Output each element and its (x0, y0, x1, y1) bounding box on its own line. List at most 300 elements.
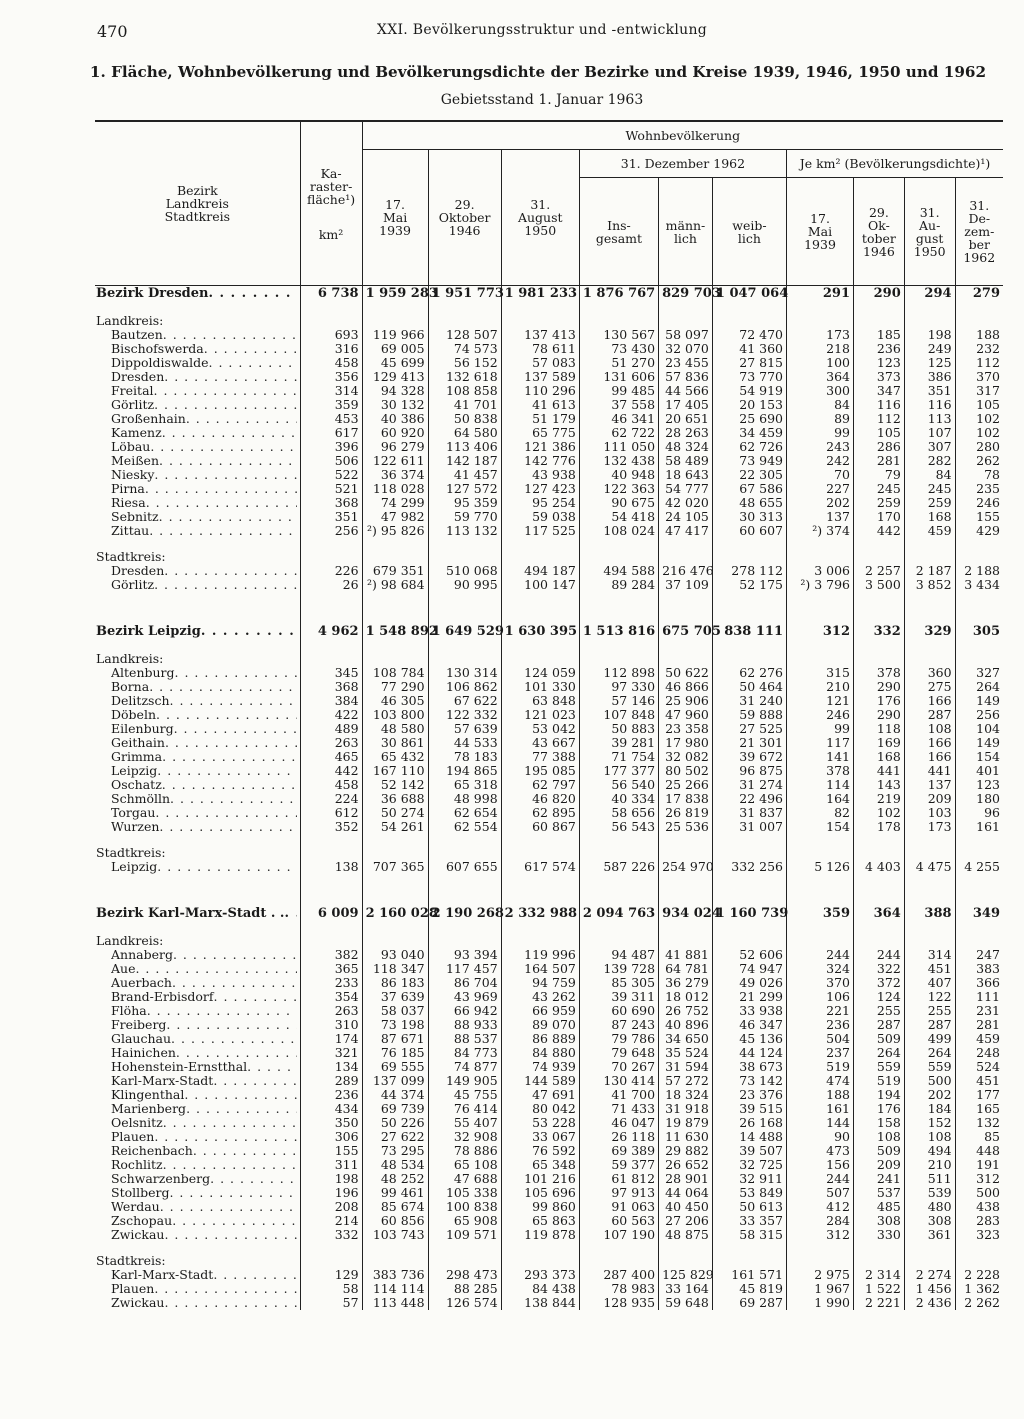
value-cell (501, 846, 579, 860)
value-cell: 519 (787, 1060, 854, 1074)
leader-dots (154, 384, 297, 398)
value-cell (955, 538, 1003, 550)
row-name-cell (95, 860, 300, 874)
value-cell: 26 652 (659, 1158, 713, 1172)
value-cell (300, 314, 362, 328)
value-cell: 332 256 (712, 860, 786, 874)
value-cell: 451 (904, 962, 955, 976)
table-row (95, 694, 1003, 708)
value-cell: 73 770 (712, 370, 786, 384)
table-row (95, 722, 1003, 736)
row-label: Bezirk Leipzig (96, 625, 201, 639)
value-cell: 370 (955, 370, 1003, 384)
value-cell: 44 064 (659, 1186, 713, 1200)
value-cell: 185 (854, 328, 905, 342)
value-cell: 210 (904, 1158, 955, 1172)
table-row (95, 564, 1003, 578)
row-label: Sebnitz (111, 510, 159, 524)
value-cell: 90 675 (579, 496, 658, 510)
value-cell: 29 882 (659, 1144, 713, 1158)
row-name-cell (95, 1130, 300, 1144)
value-cell: 44 124 (712, 1046, 786, 1060)
value-cell (712, 592, 786, 624)
value-cell: 442 (854, 524, 905, 538)
table-row (95, 328, 1003, 342)
row-name-cell (95, 454, 300, 468)
value-cell: 69 005 (362, 342, 428, 356)
row-name (111, 1018, 297, 1032)
bezirk-row (95, 906, 1003, 922)
value-cell: 278 112 (712, 564, 786, 578)
value-cell: 126 574 (428, 1296, 501, 1310)
value-cell: 289 (300, 1074, 362, 1088)
value-cell (501, 314, 579, 328)
leader-dots (154, 1130, 296, 1144)
value-cell (712, 302, 786, 314)
value-cell: 123 (955, 778, 1003, 792)
table-row (95, 750, 1003, 764)
value-cell: 58 097 (659, 328, 713, 342)
bezirk-row (95, 286, 1003, 303)
value-cell: 511 (904, 1172, 955, 1186)
value-cell: 214 (300, 1214, 362, 1228)
value-cell (428, 314, 501, 328)
value-cell: 280 (955, 440, 1003, 454)
value-cell: 106 862 (428, 680, 501, 694)
value-cell: 218 (787, 342, 854, 356)
value-cell: 23 358 (659, 722, 713, 736)
value-cell: 108 (904, 722, 955, 736)
value-cell: 144 589 (501, 1074, 579, 1088)
value-cell: 17 838 (659, 792, 713, 806)
value-cell (904, 640, 955, 652)
value-cell: 137 (904, 778, 955, 792)
header-insgesamt: Ins- gesamt (579, 178, 658, 286)
row-name (111, 496, 297, 510)
leader-dots (214, 990, 297, 1004)
leader-dots (172, 1214, 296, 1228)
value-cell: 105 338 (428, 1186, 501, 1200)
row-name-cell (95, 286, 300, 303)
value-cell: 224 (300, 792, 362, 806)
value-cell: 31 594 (659, 1060, 713, 1074)
value-cell: 142 187 (428, 454, 501, 468)
value-cell: 46 341 (579, 412, 658, 426)
value-cell: 275 (904, 680, 955, 694)
value-cell: 378 (854, 666, 905, 680)
table-row (95, 1074, 1003, 1088)
table-row (95, 1200, 1003, 1214)
value-cell: 283 (955, 1214, 1003, 1228)
value-cell: 94 759 (501, 976, 579, 990)
value-cell: 70 (787, 468, 854, 482)
value-cell: 372 (854, 976, 905, 990)
row-name (96, 907, 297, 921)
table-row (95, 370, 1003, 384)
table-row (95, 440, 1003, 454)
value-cell: 100 (787, 356, 854, 370)
value-cell (300, 1242, 362, 1254)
value-cell (787, 1254, 854, 1268)
value-cell (362, 314, 428, 328)
leader-dots (155, 806, 296, 820)
leader-dots (162, 750, 297, 764)
header-density: Je km² (Bevölkerungsdichte)¹) (787, 150, 1004, 178)
row-label: Bezirk Dresden (96, 287, 209, 301)
value-cell: 107 (904, 426, 955, 440)
value-cell (362, 652, 428, 666)
value-cell: 25 266 (659, 778, 713, 792)
value-cell (854, 922, 905, 934)
value-cell: 48 655 (712, 496, 786, 510)
row-name-cell (95, 778, 300, 792)
value-cell: 123 (854, 356, 905, 370)
value-cell: 4 403 (854, 860, 905, 874)
value-cell: 27 206 (659, 1214, 713, 1228)
row-name-cell (95, 1282, 300, 1296)
value-cell: 62 797 (501, 778, 579, 792)
value-cell: 41 881 (659, 948, 713, 962)
value-cell: 85 (955, 1130, 1003, 1144)
value-cell: 246 (787, 708, 854, 722)
value-cell (955, 1254, 1003, 1268)
value-cell: 76 185 (362, 1046, 428, 1060)
value-cell: 365 (300, 962, 362, 976)
value-cell: 88 933 (428, 1018, 501, 1032)
value-cell (428, 934, 501, 948)
value-cell: 59 770 (428, 510, 501, 524)
value-cell: 300 (787, 384, 854, 398)
value-cell: 74 939 (501, 1060, 579, 1074)
leader-dots (166, 1018, 296, 1032)
row-label: Leipzig (111, 764, 158, 778)
value-cell: 298 473 (428, 1268, 501, 1282)
value-cell (787, 302, 854, 314)
value-cell: 62 554 (428, 820, 501, 834)
value-cell: 132 438 (579, 454, 658, 468)
value-cell (904, 834, 955, 846)
value-cell (712, 652, 786, 666)
value-cell: 256 (300, 524, 362, 538)
row-name-cell (95, 314, 300, 328)
value-cell (955, 550, 1003, 564)
value-cell (787, 1242, 854, 1254)
value-cell: 138 (300, 860, 362, 874)
value-cell: 56 543 (579, 820, 658, 834)
row-name (111, 1060, 297, 1074)
value-cell: 112 (955, 356, 1003, 370)
value-cell: 57 083 (501, 356, 579, 370)
value-cell: 50 622 (659, 666, 713, 680)
value-cell (904, 846, 955, 860)
row-name (111, 1046, 297, 1060)
leader-dots (164, 1228, 296, 1242)
header-1950: 31. August 1950 (501, 150, 579, 286)
value-cell: 73 295 (362, 1144, 428, 1158)
row-name-cell (95, 370, 300, 384)
value-cell: 235 (955, 482, 1003, 496)
value-cell: 50 274 (362, 806, 428, 820)
value-cell (854, 592, 905, 624)
value-cell: 65 863 (501, 1214, 579, 1228)
row-name (111, 482, 297, 496)
row-name-cell (95, 1268, 300, 1282)
value-cell: 321 (300, 1046, 362, 1060)
value-cell: 103 800 (362, 708, 428, 722)
row-name (111, 764, 297, 778)
value-cell: 263 (300, 1004, 362, 1018)
value-cell: 521 (300, 482, 362, 496)
value-cell: 70 267 (579, 1060, 658, 1074)
value-cell: 510 068 (428, 564, 501, 578)
value-cell: 429 (955, 524, 1003, 538)
value-cell: 612 (300, 806, 362, 820)
value-cell (362, 538, 428, 550)
value-cell: 46 347 (712, 1018, 786, 1032)
row-name (111, 1186, 297, 1200)
value-cell: 62 722 (579, 426, 658, 440)
value-cell: 97 913 (579, 1186, 658, 1200)
value-cell: 18 324 (659, 1088, 713, 1102)
row-name (111, 1144, 297, 1158)
value-cell: 65 108 (428, 1158, 501, 1172)
value-cell: 838 111 (712, 624, 786, 640)
row-name (96, 550, 297, 564)
row-label: Aue (111, 962, 136, 976)
value-cell: 47 688 (428, 1172, 501, 1186)
value-cell: 36 279 (659, 976, 713, 990)
value-cell: 47 417 (659, 524, 713, 538)
value-cell: 78 611 (501, 342, 579, 356)
table-row (95, 1088, 1003, 1102)
value-cell (955, 314, 1003, 328)
value-cell (712, 1242, 786, 1254)
value-cell (712, 922, 786, 934)
value-cell: 121 023 (501, 708, 579, 722)
header-name: Bezirk Landkreis Stadtkreis (95, 121, 300, 286)
value-cell (300, 652, 362, 666)
value-cell: 71 754 (579, 750, 658, 764)
value-cell: 294 (904, 286, 955, 303)
value-cell: 76 592 (501, 1144, 579, 1158)
value-cell: 559 (854, 1060, 905, 1074)
row-name (111, 412, 297, 426)
row-name-cell (95, 1254, 300, 1268)
value-cell: 39 507 (712, 1144, 786, 1158)
table-row (95, 1158, 1003, 1172)
value-cell: 117 457 (428, 962, 501, 976)
value-cell: 33 938 (712, 1004, 786, 1018)
value-cell: 102 (955, 426, 1003, 440)
kreis-group-label-row (95, 652, 1003, 666)
value-cell: 3 852 (904, 578, 955, 592)
row-name (111, 468, 297, 482)
value-cell (904, 1254, 955, 1268)
value-cell: 116 (854, 398, 905, 412)
value-cell: 80 502 (659, 764, 713, 778)
row-name-cell (95, 440, 300, 454)
value-cell (579, 1242, 658, 1254)
value-cell: 48 534 (362, 1158, 428, 1172)
value-cell: 354 (300, 990, 362, 1004)
value-cell (854, 302, 905, 314)
value-cell: 48 998 (428, 792, 501, 806)
value-cell: 117 (787, 736, 854, 750)
value-cell: 2 975 (787, 1268, 854, 1282)
value-cell: 1 967 (787, 1282, 854, 1296)
row-name-cell (95, 1214, 300, 1228)
value-cell: 65 432 (362, 750, 428, 764)
value-cell (854, 1254, 905, 1268)
value-cell: 43 667 (501, 736, 579, 750)
value-cell: 59 648 (659, 1296, 713, 1310)
row-label: Zittau (111, 524, 150, 538)
row-label: Oschatz (111, 778, 162, 792)
value-cell: 125 (904, 356, 955, 370)
value-cell: 315 (787, 666, 854, 680)
value-cell: 30 313 (712, 510, 786, 524)
value-cell: 84 438 (501, 1282, 579, 1296)
value-cell (659, 874, 713, 906)
row-name (111, 510, 297, 524)
value-cell (362, 922, 428, 934)
value-cell: 41 701 (428, 398, 501, 412)
page-number: 470 (97, 22, 128, 41)
row-name-cell (95, 1004, 300, 1018)
value-cell: 198 (300, 1172, 362, 1186)
value-cell (300, 640, 362, 652)
row-name-cell (95, 948, 300, 962)
value-cell: 330 (854, 1228, 905, 1242)
row-name (111, 792, 297, 806)
table-row (95, 412, 1003, 426)
table-row (95, 976, 1003, 990)
value-cell: 33 067 (501, 1130, 579, 1144)
value-cell: 54 261 (362, 820, 428, 834)
value-cell: 310 (300, 1018, 362, 1032)
value-cell: 370 (787, 976, 854, 990)
value-cell (501, 538, 579, 550)
value-cell: 366 (955, 976, 1003, 990)
value-cell: 108 (904, 1130, 955, 1144)
table-row (95, 578, 1003, 592)
row-name (96, 625, 297, 639)
value-cell: 323 (955, 1228, 1003, 1242)
row-name-cell (95, 764, 300, 778)
table-row (95, 1032, 1003, 1046)
value-cell: 248 (955, 1046, 1003, 1060)
row-name-cell (95, 1102, 300, 1116)
value-cell (579, 314, 658, 328)
value-cell: 245 (854, 482, 905, 496)
row-label: Grimma (111, 750, 163, 764)
value-cell: 194 865 (428, 764, 501, 778)
value-cell (428, 834, 501, 846)
value-cell: 60 690 (579, 1004, 658, 1018)
kreis-group-label-row (95, 846, 1003, 860)
table-row (95, 860, 1003, 874)
value-cell: 368 (300, 680, 362, 694)
row-name (111, 328, 297, 342)
value-cell (362, 846, 428, 860)
leader-dots (193, 1144, 297, 1158)
value-cell: ²) 98 684 (362, 578, 428, 592)
value-cell: 236 (787, 1018, 854, 1032)
leader-dots (247, 1060, 296, 1074)
value-cell (787, 922, 854, 934)
value-cell: 1 981 233 (501, 286, 579, 303)
value-cell: 1 047 064 (712, 286, 786, 303)
row-label: Flöha (111, 1004, 147, 1018)
value-cell (501, 640, 579, 652)
value-cell: 60 856 (362, 1214, 428, 1228)
value-cell: 119 966 (362, 328, 428, 342)
row-name (96, 1254, 297, 1268)
value-cell: 241 (854, 1172, 905, 1186)
value-cell: 290 (854, 708, 905, 722)
value-cell: 132 618 (428, 370, 501, 384)
value-cell (428, 302, 501, 314)
value-cell: 149 (955, 694, 1003, 708)
value-cell: 28 263 (659, 426, 713, 440)
value-cell: 87 671 (362, 1032, 428, 1046)
value-cell (955, 652, 1003, 666)
value-cell (659, 1254, 713, 1268)
value-cell: 108 024 (579, 524, 658, 538)
value-cell: 109 571 (428, 1228, 501, 1242)
value-cell: 36 688 (362, 792, 428, 806)
value-cell: 32 908 (428, 1130, 501, 1144)
value-cell: 41 700 (579, 1088, 658, 1102)
row-name-cell (95, 1228, 300, 1242)
value-cell: 130 314 (428, 666, 501, 680)
row-name-cell (95, 1144, 300, 1158)
value-cell: 51 179 (501, 412, 579, 426)
value-cell: 350 (300, 1116, 362, 1130)
row-label: Zwickau (111, 1296, 165, 1310)
value-cell: 94 487 (579, 948, 658, 962)
value-cell: 311 (300, 1158, 362, 1172)
value-cell: 195 085 (501, 764, 579, 778)
table-row (95, 1214, 1003, 1228)
value-cell: 55 407 (428, 1116, 501, 1130)
value-cell (659, 922, 713, 934)
value-cell: 6 009 (300, 906, 362, 922)
row-name-cell (95, 468, 300, 482)
value-cell: 507 (787, 1186, 854, 1200)
value-cell: 65 775 (501, 426, 579, 440)
value-cell: 88 285 (428, 1282, 501, 1296)
row-name-cell (95, 1088, 300, 1102)
leader-dots (157, 764, 296, 778)
value-cell: 166 (904, 736, 955, 750)
row-name-cell (95, 722, 300, 736)
table-row (95, 1172, 1003, 1186)
value-cell: 59 038 (501, 510, 579, 524)
table-row (95, 708, 1003, 722)
table-row (95, 1228, 1003, 1242)
value-cell: 441 (854, 764, 905, 778)
value-cell: 51 270 (579, 356, 658, 370)
row-name (111, 564, 297, 578)
value-cell: 22 305 (712, 468, 786, 482)
value-cell: 2 228 (955, 1268, 1003, 1282)
row-name (111, 736, 297, 750)
value-cell: 102 (955, 412, 1003, 426)
table-row (95, 482, 1003, 496)
value-cell: 57 (300, 1296, 362, 1310)
row-name (111, 1032, 297, 1046)
